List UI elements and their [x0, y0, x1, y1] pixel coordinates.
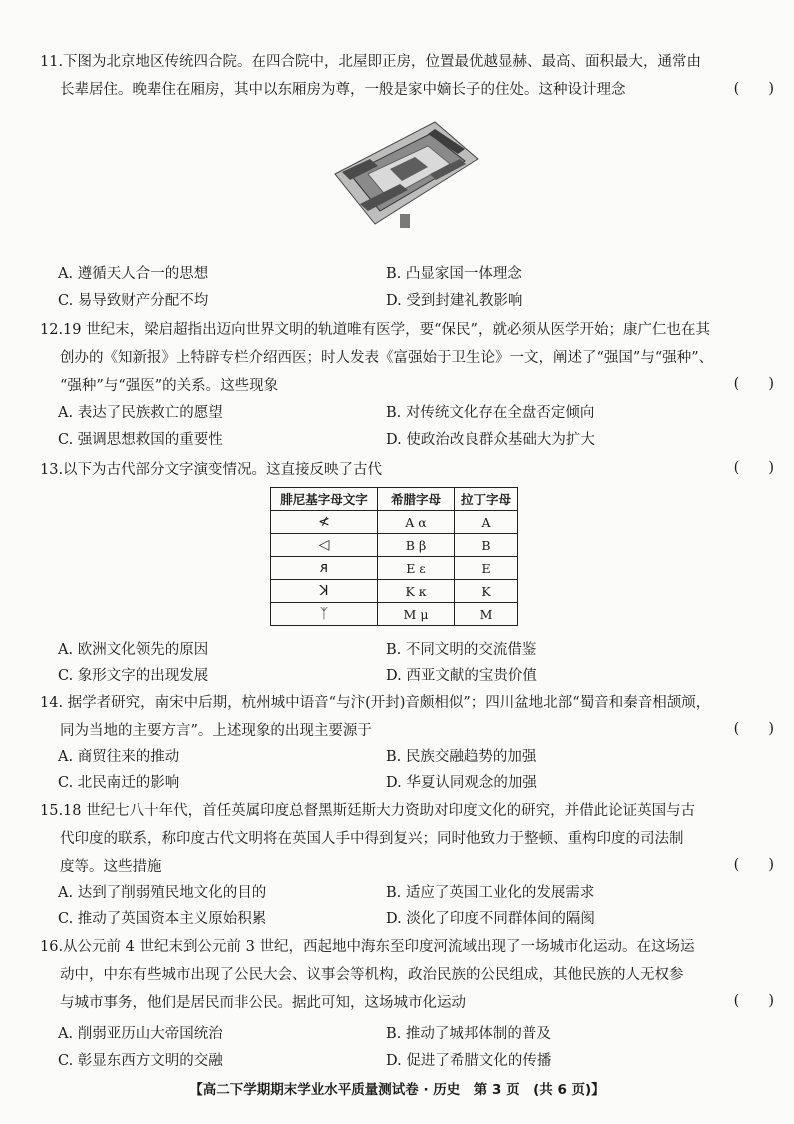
question-13-option-c: C. 象形文字的出现发展: [58, 668, 209, 684]
greek-letter: E ε: [378, 557, 455, 580]
table-row: [271, 534, 518, 557]
question-16-option-d: D. 促进了希腊文化的传播: [386, 1053, 552, 1069]
question-12-option-d: D. 使政治改良群众基础大为扩大: [386, 432, 595, 448]
table-row: [271, 580, 518, 603]
question-15-option-a: A. 达到了削弱殖民地文化的目的: [58, 885, 267, 901]
latin-letter: A: [455, 511, 518, 534]
question-11-option-c: C. 易导致财产分配不均: [58, 293, 209, 309]
question-14-option-a: A. 商贸往来的推动: [58, 749, 180, 765]
table-row: [271, 511, 518, 534]
phoenician-glyph: ꓘ: [271, 580, 378, 603]
question-14-answer-blank: ( ): [733, 721, 774, 737]
question-16-answer-blank: ( ): [733, 993, 774, 1009]
latin-letter: K: [455, 580, 518, 603]
phoenician-glyph: ᛉ: [271, 603, 378, 626]
question-11-text-line-2: 长辈居住。晚辈住在厢房，其中以东厢房为尊，一般是家中嫡长子的住处。这种设计理念: [60, 82, 626, 98]
question-15: [40, 797, 755, 881]
question-11: [40, 48, 755, 104]
greek-letter: K κ: [378, 580, 455, 603]
question-15-answer-blank: ( ): [733, 857, 774, 873]
phoenician-glyph: ◁: [271, 534, 378, 557]
header-greek: 希腊字母: [378, 488, 455, 511]
question-16-text-line-3: 与城市事务，他们是居民而非公民。据此可知，这场城市化运动: [60, 995, 466, 1011]
question-12-text-line-1: 12.19 世纪末，梁启超指出迈向世界文明的轨道唯有医学，要“保民”，就必须从医学开始；康广仁也在其: [40, 322, 710, 338]
question-14-option-d: D. 华夏认同观念的加强: [386, 775, 537, 791]
question-15-text-line-2: 代印度的联系，称印度古代文明将在英国人手中得到复兴；同时他致力于整顿、重构印度的司法制: [60, 831, 684, 847]
question-13-option-d: D. 西亚文献的宝贵价值: [386, 668, 537, 684]
table-row: [271, 603, 518, 626]
phoenician-glyph: ≮: [271, 511, 378, 534]
latin-letter: B: [455, 534, 518, 557]
alphabet-evolution-table: [270, 487, 518, 626]
table-header-row: [271, 488, 518, 511]
greek-letter: M μ: [378, 603, 455, 626]
greek-letter: B β: [378, 534, 455, 557]
siheyuan-illustration: [330, 114, 480, 232]
question-14-option-b: B. 民族交融趋势的加强: [386, 749, 537, 765]
question-13-answer-blank: ( ): [733, 460, 774, 476]
question-13-option-b: B. 不同文明的交流借鉴: [386, 642, 537, 658]
greek-letter: A α: [378, 511, 455, 534]
question-15-option-d: D. 淡化了印度不同群体间的隔阂: [386, 911, 595, 927]
question-12-option-c: C. 强调思想救国的重要性: [58, 432, 223, 448]
question-16-text-line-2: 动中，中东有些城市出现了公民大会、议事会等机构，政治民族的公民组成，其他民族的人无权参: [60, 967, 684, 983]
question-12-option-b: B. 对传统文化存在全盘否定倾向: [386, 405, 595, 421]
header-phoenician: 腓尼基字母文字: [271, 488, 378, 511]
question-16-option-b: B. 推动了城邦体制的普及: [386, 1026, 551, 1042]
question-15-option-b: B. 适应了英国工业化的发展需求: [386, 885, 595, 901]
question-14-text-line-2: 同为当地的主要方言”。上述现象的出现主要源于: [60, 723, 372, 739]
question-15-text-line-3: 度等。这些措施: [60, 859, 162, 875]
question-11-option-b: B. 凸显家国一体理念: [386, 266, 522, 282]
question-12-option-a: A. 表达了民族救亡的愿望: [58, 405, 223, 421]
phoenician-glyph: ᴙ: [271, 557, 378, 580]
header-latin: 拉丁字母: [455, 488, 518, 511]
question-12: [40, 316, 755, 400]
question-11-text-line-1: 11.下图为北京地区传统四合院。在四合院中，北屋即正房，位置最优越显赫、最高、面积最大，通常由: [40, 54, 702, 70]
question-12-text-line-3: “强种”与“强医”的关系。这些现象: [60, 378, 279, 394]
question-12-text-line-2: 创办的《知新报》上特辟专栏介绍西医；时人发表《富强始于卫生论》一文，阐述了“强国”与“强种”、: [60, 350, 714, 366]
siheyuan-courtyard-image: [330, 114, 480, 232]
question-14-option-c: C. 北民南迁的影响: [58, 775, 180, 791]
question-16-option-c: C. 彰显东西方文明的交融: [58, 1053, 223, 1069]
question-11-option-d: D. 受到封建礼教影响: [386, 293, 523, 309]
question-11-answer-blank: ( ): [733, 81, 774, 97]
question-13-option-a: A. 欧洲文化领先的原因: [58, 642, 209, 658]
question-13-text-line-1: 13.以下为古代部分文字演变情况。这直接反映了古代: [40, 462, 383, 478]
latin-letter: E: [455, 557, 518, 580]
page-footer: 【高二下学期期末学业水平质量测试卷 · 历史 第 3 页 (共 6 页)】: [189, 1082, 605, 1098]
question-12-answer-blank: ( ): [733, 376, 774, 392]
question-16-text-line-1: 16.从公元前 4 世纪末到公元前 3 世纪，西起地中海东至印度河流域出现了一场城市化运动。在这场运: [40, 939, 695, 955]
question-15-option-c: C. 推动了英国资本主义原始积累: [58, 911, 267, 927]
question-16-option-a: A. 削弱亚历山大帝国统治: [58, 1026, 223, 1042]
question-11-option-a: A. 遵循天人合一的思想: [58, 266, 209, 282]
question-15-text-line-1: 15.18 世纪七八十年代，首任英属印度总督黑斯廷斯大力资助对印度文化的研究，并借此论证英国与古: [40, 803, 696, 819]
question-14-text-line-1: 14. 据学者研究，南宋中后期，杭州城中语音“与汴(开封)音颇相似”；四川盆地北部“蜀音和秦音相颉颃，: [40, 695, 711, 711]
table-row: [271, 557, 518, 580]
question-13: [40, 456, 755, 484]
question-16: [40, 933, 755, 1017]
question-14: [40, 689, 755, 745]
latin-letter: M: [455, 603, 518, 626]
